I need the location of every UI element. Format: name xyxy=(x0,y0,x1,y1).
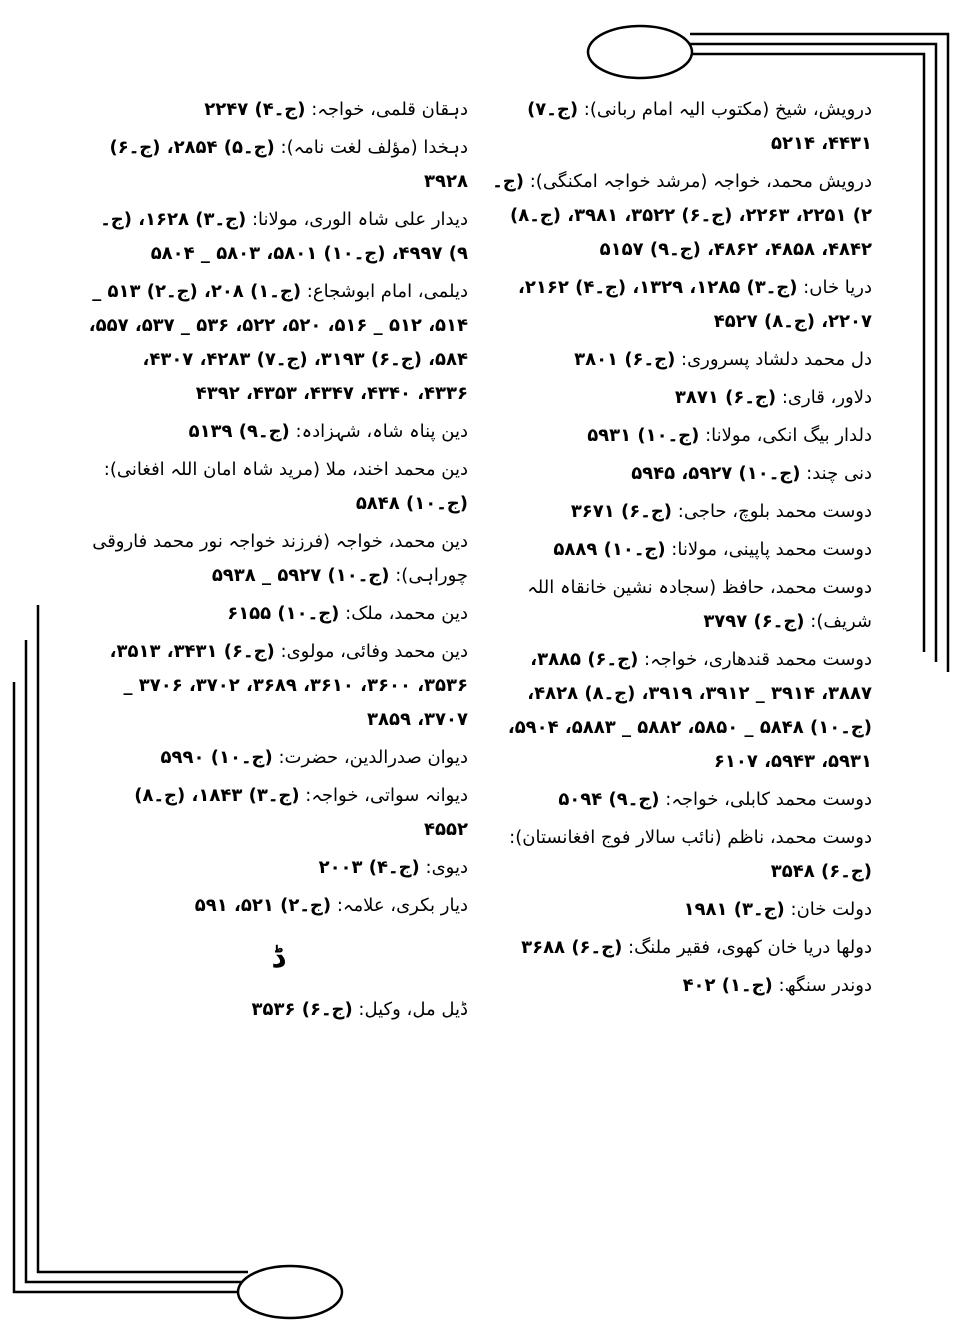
entry-name: دیدار علی شاہ الوری، مولانا: xyxy=(251,209,468,230)
index-entry xyxy=(492,381,872,415)
index-entry xyxy=(492,821,872,889)
entry-refs: (ج۔۴) ۲۲۴۷ xyxy=(204,99,306,120)
entry-name: دین محمد اخند، ملا (مرید شاہ امان اللہ افغانی): xyxy=(103,459,468,480)
entry-refs: (ج۔۶) ۳۵۴۸ xyxy=(770,861,872,882)
entry-refs: (ج۔۲) ۲۲۵۱، ۲۲۶۳، (ج۔۶) ۳۵۲۲، ۳۹۸۱، (ج۔۸) ۴۸۴۲، ۴۸۵۸، ۴۸۶۲، (ج۔۹) ۵۱۵۷ xyxy=(492,171,872,260)
index-entry xyxy=(492,643,872,779)
entry-refs: (ج۔۳) ۱۲۸۵، ۱۳۲۹، (ج۔۴) ۲۱۶۲، ۲۲۰۷، (ج۔۸) ۴۵۲۷ xyxy=(518,277,872,332)
entry-name: دوست محمد، حافظ (سجادہ نشین خانقاہ اللہ شریف): xyxy=(527,577,872,632)
entry-name: دریا خاں: xyxy=(803,277,872,298)
left-index-column xyxy=(88,93,468,1031)
entry-name: دین محمد وفائی، مولوی: xyxy=(280,641,468,662)
entry-name: دیوی: xyxy=(425,857,468,878)
index-entry xyxy=(492,969,872,1003)
index-entry xyxy=(492,931,872,965)
entry-name: دین پناہ شاہ، شہزادہ: xyxy=(295,421,468,442)
entry-refs: (ج۔۶) ۳۷۹۷ xyxy=(703,611,805,632)
entry-refs: (ج۔۳) ۱۶۲۸، (ج۔۹) ۴۹۹۷، (ج۔۱۰) ۵۸۰۱، ۵۸۰۳ _ ۵۸۰۴ xyxy=(100,209,468,264)
entry-refs: (ج۔۶) ۳۸۰۱ xyxy=(574,349,676,370)
entry-name: دیوان صدرالدین، حضرت: xyxy=(278,747,468,768)
entry-refs: (ج۔۶) ۳۴۳۱، ۳۵۱۳، ۳۵۳۶، ۳۶۰۰، ۳۶۱۰، ۳۶۸۹، ۳۷۰۲، ۳۷۰۶ _ ۳۷۰۷، ۳۸۵۹ xyxy=(109,641,468,730)
index-entry xyxy=(88,131,468,199)
entry-refs: (ج۔۱) ۲۰۸، (ج۔۲) ۵۱۳ _ ۵۱۴، ۵۱۲ _ ۵۱۶، ۵۲۰، ۵۲۲، ۵۳۶ _ ۵۳۷، ۵۵۷، ۵۸۴، (ج۔۶) ۳۱۹۳، (ج۔۷) ۴۲۸۳، ۴۳۰۷، ۴۳۳۶، ۴۳۴۰، ۴۳۴۷، ۴۳۵۳، ۴۳۹۲ xyxy=(88,281,468,404)
index-entry xyxy=(492,271,872,339)
entry-refs: (ج۔۶) ۳۶۷۱ xyxy=(570,501,673,522)
entry-name: دولت خان: xyxy=(790,899,872,920)
entry-refs: (ج۔۹) ۵۱۳۹ xyxy=(188,421,290,442)
index-entry xyxy=(88,203,468,271)
entry-name: دلدار بیگ انکی، مولانا: xyxy=(705,425,872,446)
entry-name: دین محمد، ملک: xyxy=(345,603,468,624)
index-entry xyxy=(492,783,872,817)
entry-refs: (ج۔۱) ۴۰۲ xyxy=(682,975,773,996)
entry-refs: (ج۔۶) ۳۸۸۵، ۳۸۸۷، ۳۹۱۴ _ ۳۹۱۲، ۳۹۱۹، (ج۔۸) ۴۸۲۸، (ج۔۱۰) ۵۸۴۸ _ ۵۸۵۰، ۵۸۸۲ _ ۵۸۸۳، ۵۹۰۴، ۵۹۳۱، ۵۹۴۳، ۶۱۰۷ xyxy=(507,649,872,772)
index-entry xyxy=(88,453,468,521)
index-entry xyxy=(492,457,872,491)
entry-refs: (ج۔۱۰) ۵۸۴۸ xyxy=(355,493,468,514)
entry-refs: (ج۔۱۰) ۵۹۳۱ xyxy=(587,425,700,446)
entry-refs: (ج۔۶) ۳۶۸۸ xyxy=(521,937,623,958)
entry-name: دلاور، قاری: xyxy=(781,387,872,408)
index-entry xyxy=(492,165,872,267)
index-entry xyxy=(88,635,468,737)
entry-refs: (ج۔۲) ۵۲۱، ۵۹۱ xyxy=(194,895,332,916)
entry-name: دین محمد، خواجہ (فرزند خواجہ نور محمد فاروقی چوراہی): xyxy=(92,531,468,586)
index-entry xyxy=(492,343,872,377)
top-ornament-oval xyxy=(588,26,692,78)
bottom-ornament-oval xyxy=(238,1266,342,1318)
entry-name: دوست محمد، ناظم (نائب سالار فوج افغانستان): xyxy=(509,827,872,848)
entry-refs: (ج۔۵) ۲۸۵۴، (ج۔۶) ۳۹۲۸ xyxy=(109,137,468,192)
entry-name: دولھا دریا خان کھوی، فقیر ملنگ: xyxy=(628,937,872,958)
index-entry xyxy=(492,495,872,529)
entry-name: دوست محمد قندھاری، خواجہ: xyxy=(644,649,872,670)
index-entry xyxy=(492,419,872,453)
entry-refs: (ج۔۶) ۳۸۷۱ xyxy=(674,387,777,408)
index-entry xyxy=(88,779,468,847)
entry-name: دہقان قلمی، خواجہ: xyxy=(311,99,468,120)
index-entry xyxy=(88,741,468,775)
index-entry xyxy=(492,93,872,161)
entry-name: دوندر سنگھ: xyxy=(778,975,872,996)
index-entry xyxy=(88,93,468,127)
index-entry xyxy=(492,571,872,639)
entry-refs: (ج۔۳) ۱۹۸۱ xyxy=(683,899,785,920)
index-entry xyxy=(88,415,468,449)
entry-name: دیوانہ سواتی، خواجہ: xyxy=(305,785,468,806)
entry-name: ڈیل مل، وکیل: xyxy=(358,999,468,1020)
entry-name: دوست محمد پاپینی، مولانا: xyxy=(671,539,872,560)
entry-refs: (ج۔۱۰) ۵۹۲۷ _ ۵۹۳۸ xyxy=(211,565,390,586)
entry-name: دیار بکری، علامہ: xyxy=(336,895,468,916)
entry-refs: (ج۔۶) ۳۵۳۶ xyxy=(251,999,353,1020)
index-entry xyxy=(88,525,468,593)
entry-name: دوست محمد بلوچ، حاجی: xyxy=(677,501,872,522)
entry-name: دل محمد دلشاد پسروری: xyxy=(681,349,872,370)
entry-refs: (ج۔۱۰) ۵۹۲۷، ۵۹۴۵ xyxy=(631,463,801,484)
index-entry xyxy=(492,533,872,567)
entry-refs: (ج۔۹) ۵۰۹۴ xyxy=(558,789,660,810)
index-entry xyxy=(88,889,468,923)
entry-refs: (ج۔۱۰) ۵۹۹۰ xyxy=(160,747,273,768)
index-entry xyxy=(492,893,872,927)
section-letter-heading: ڈ xyxy=(271,940,285,975)
entry-refs: (ج۔۷) ۴۴۳۱، ۵۲۱۴ xyxy=(527,99,872,154)
entry-name: دنی چند: xyxy=(806,463,872,484)
entry-refs: (ج۔۴) ۲۰۰۳ xyxy=(318,857,420,878)
entry-name: دیلمی، امام ابوشجاع: xyxy=(306,281,468,302)
index-entry xyxy=(88,993,468,1027)
entry-name: دوست محمد کابلی، خواجہ: xyxy=(665,789,872,810)
index-entry xyxy=(88,275,468,411)
entry-refs: (ج۔۱۰) ۵۸۸۹ xyxy=(553,539,666,560)
entry-name: درویش، شیخ (مکتوب الیہ امام ربانی): xyxy=(583,99,872,120)
entry-name: درویش محمد، خواجہ (مرشد خواجہ امکنگی): xyxy=(529,171,872,192)
entry-refs: (ج۔۱۰) ۶۱۵۵ xyxy=(227,603,340,624)
index-entry xyxy=(88,851,468,885)
entry-refs: (ج۔۳) ۱۸۴۳، (ج۔۸) ۴۵۵۲ xyxy=(134,785,468,840)
index-entry xyxy=(88,597,468,631)
entry-name: دہخدا (مؤلف لغت نامہ): xyxy=(280,137,468,158)
right-index-column xyxy=(492,93,872,1007)
